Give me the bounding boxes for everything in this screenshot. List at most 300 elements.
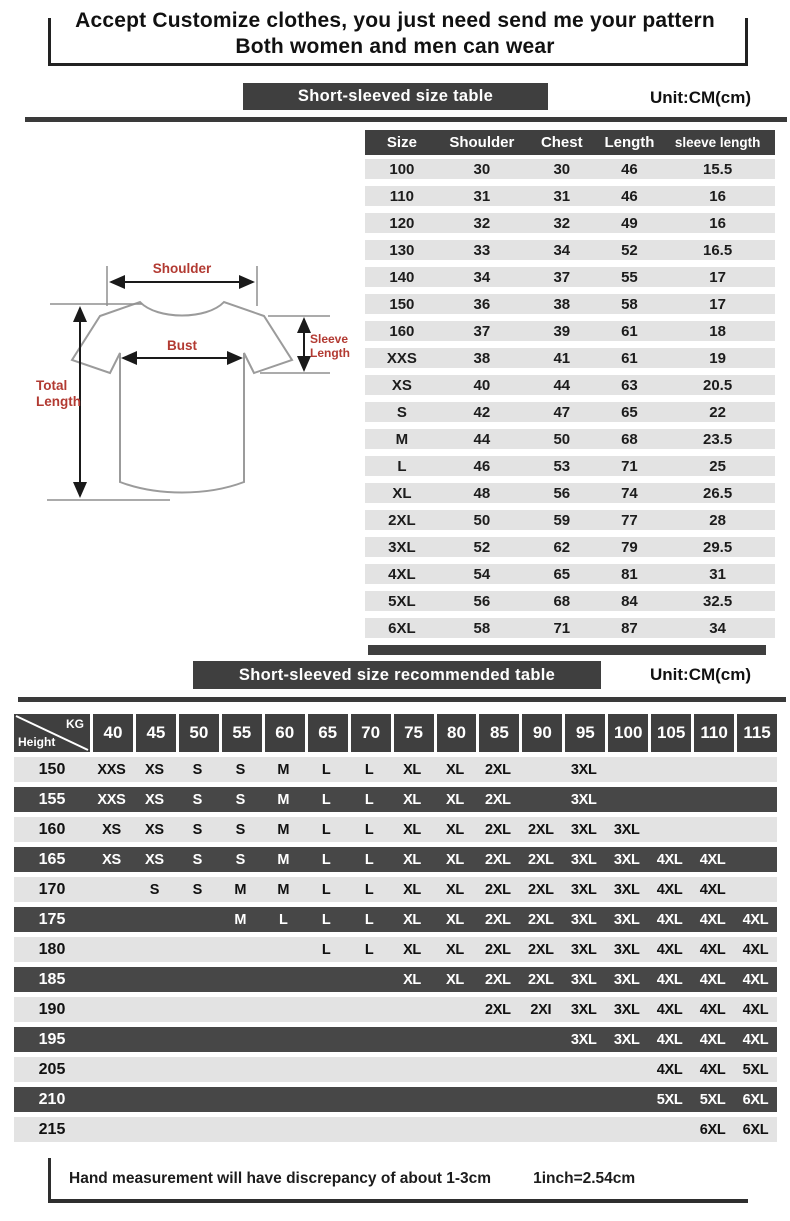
size-table-column-header: sleeve length bbox=[674, 135, 761, 150]
size-table-row bbox=[365, 483, 775, 503]
recommended-size-cell: 4XL bbox=[699, 881, 726, 898]
size-table-cell: 37 bbox=[473, 322, 491, 340]
recommended-size-cell: 6XL bbox=[742, 1091, 769, 1108]
recommended-table-row bbox=[14, 937, 777, 962]
recommended-size-cell: 3XL bbox=[570, 881, 597, 898]
size-table-cell: 16.5 bbox=[702, 241, 733, 259]
recommended-size-cell: XL bbox=[446, 941, 464, 958]
divider-rule-top bbox=[25, 117, 787, 122]
height-row-label: 185 bbox=[38, 970, 66, 988]
size-table-cell: 46 bbox=[621, 160, 638, 178]
recommended-size-cell: S bbox=[235, 761, 245, 778]
recommended-size-cell: L bbox=[364, 821, 374, 838]
recommended-table-header-row bbox=[14, 714, 777, 752]
size-table-cell: 63 bbox=[621, 376, 638, 394]
recommended-size-cell: 2XL bbox=[527, 881, 554, 898]
recommended-size-cell: XL bbox=[446, 791, 464, 808]
size-table-cell: 52 bbox=[473, 538, 491, 556]
size-table-cell: 56 bbox=[473, 592, 491, 610]
size-table-row bbox=[365, 564, 775, 584]
size-table-cell: S bbox=[396, 403, 407, 421]
recommended-size-cell: 3XL bbox=[613, 971, 640, 988]
size-table-cell: 31 bbox=[473, 187, 491, 205]
recommended-size-cell: 3XL bbox=[570, 1001, 597, 1018]
recommended-table-row bbox=[14, 1087, 777, 1112]
size-table-cell: 29.5 bbox=[702, 538, 733, 556]
size-table-cell: 46 bbox=[473, 457, 491, 475]
size-table-row bbox=[365, 213, 775, 233]
total-length-label-line1: Total bbox=[36, 378, 68, 393]
size-table-row bbox=[365, 591, 775, 611]
recommended-size-cell: S bbox=[149, 881, 160, 898]
recommended-table-unit-label: Unit:CM(cm) bbox=[650, 665, 752, 684]
recommended-size-cell: 2XL bbox=[527, 971, 554, 988]
recommended-size-cell: L bbox=[321, 851, 331, 868]
size-table-cell: 68 bbox=[553, 592, 571, 610]
recommended-size-table bbox=[14, 714, 777, 1147]
recommended-size-cell: XL bbox=[403, 761, 421, 778]
measurement-discrepancy-note: Hand measurement will have discrepancy of about 1-3cm bbox=[69, 1169, 492, 1187]
size-table-cell: 42 bbox=[473, 403, 491, 421]
height-row-label: 180 bbox=[38, 940, 66, 958]
size-table-cell: 38 bbox=[473, 349, 491, 367]
recommended-size-cell: M bbox=[234, 911, 247, 928]
recommended-size-cell: L bbox=[321, 941, 331, 958]
size-table-cell: 53 bbox=[553, 457, 571, 475]
size-table-cell: 71 bbox=[553, 619, 571, 637]
size-table-cell: 87 bbox=[621, 619, 638, 637]
size-table-cell: M bbox=[395, 430, 409, 448]
recommended-size-cell: XS bbox=[145, 821, 164, 838]
recommended-table-row bbox=[14, 1117, 777, 1142]
size-table-cell: 100 bbox=[389, 160, 415, 178]
size-table bbox=[365, 130, 775, 645]
weight-column-header: 115 bbox=[737, 714, 777, 752]
recommended-size-cell: 4XL bbox=[656, 1031, 683, 1048]
size-table-cell: 50 bbox=[553, 430, 571, 448]
size-table-row bbox=[365, 186, 775, 206]
size-table-cell: 16 bbox=[709, 214, 726, 232]
divider-rule-middle bbox=[18, 697, 786, 702]
weight-column-header: 85 bbox=[479, 714, 519, 752]
recommended-size-cell: L bbox=[321, 911, 331, 928]
size-table-cell: 79 bbox=[621, 538, 638, 556]
size-table-cell: 68 bbox=[621, 430, 638, 448]
recommended-size-cell: 3XL bbox=[570, 941, 597, 958]
size-table-row bbox=[365, 429, 775, 449]
recommended-size-cell: XL bbox=[403, 941, 421, 958]
recommended-size-cell: 2XL bbox=[485, 911, 511, 928]
size-table-cell: XL bbox=[392, 484, 412, 502]
recommended-table-row bbox=[14, 1027, 777, 1052]
height-row-label: 215 bbox=[38, 1120, 66, 1138]
size-table-cell: 15.5 bbox=[702, 160, 733, 178]
weight-column-header: 70 bbox=[351, 714, 391, 752]
recommended-size-cell: 2XL bbox=[527, 911, 554, 928]
size-table-cell: 28 bbox=[709, 511, 726, 529]
recommended-size-cell: 2XL bbox=[485, 821, 511, 838]
size-table-cell: 6XL bbox=[388, 619, 416, 637]
size-table-cell: 44 bbox=[553, 376, 571, 394]
recommended-size-cell: L bbox=[364, 791, 374, 808]
recommended-table-row bbox=[14, 817, 777, 842]
size-table-cell: 47 bbox=[553, 403, 571, 421]
recommended-size-cell: 2XL bbox=[485, 881, 511, 898]
height-row-label: 165 bbox=[38, 850, 66, 868]
recommended-table-row bbox=[14, 907, 777, 932]
recommended-size-cell: 4XL bbox=[742, 911, 769, 928]
size-table-row bbox=[365, 240, 775, 260]
size-table-row bbox=[365, 537, 775, 557]
recommended-size-cell: 3XL bbox=[570, 911, 597, 928]
recommended-size-cell: 4XL bbox=[742, 971, 769, 988]
recommended-table-row bbox=[14, 1057, 777, 1082]
size-table-column-header: Chest bbox=[540, 134, 583, 151]
corner-kg-label: KG bbox=[66, 717, 84, 731]
size-table-cell: 40 bbox=[473, 376, 491, 394]
size-table-column-header: Length bbox=[604, 134, 655, 151]
size-table-cell: 30 bbox=[553, 160, 571, 178]
tshirt-diagram-svg bbox=[22, 250, 357, 542]
size-table-cell: 65 bbox=[553, 565, 571, 583]
recommended-size-cell: 3XL bbox=[613, 881, 640, 898]
size-table-cell: 34 bbox=[709, 619, 726, 637]
recommended-size-cell: XL bbox=[446, 851, 464, 868]
height-row-label: 195 bbox=[38, 1030, 66, 1048]
size-table-cell: 140 bbox=[389, 268, 415, 286]
recommended-size-cell: 4XL bbox=[656, 1061, 683, 1078]
recommended-size-cell: XL bbox=[446, 881, 464, 898]
recommended-size-cell: 2XL bbox=[485, 791, 511, 808]
size-table-cell: 20.5 bbox=[702, 376, 733, 394]
size-table-cell: 61 bbox=[621, 322, 638, 340]
size-table-cell: 65 bbox=[621, 403, 638, 421]
weight-column-header: 105 bbox=[651, 714, 691, 752]
size-table-cell: 150 bbox=[389, 295, 415, 313]
recommended-size-cell: 3XL bbox=[570, 1031, 597, 1048]
size-table-bottom-bar bbox=[368, 645, 766, 655]
recommended-size-cell: L bbox=[278, 911, 288, 928]
recommended-size-cell: 6XL bbox=[699, 1121, 726, 1138]
size-table-cell: 2XL bbox=[388, 511, 416, 529]
height-row-label: 160 bbox=[38, 820, 66, 838]
height-row-label: 175 bbox=[38, 910, 66, 928]
size-table-cell: 59 bbox=[553, 511, 571, 529]
weight-column-header: 90 bbox=[522, 714, 562, 752]
recommended-size-cell: 3XL bbox=[613, 941, 640, 958]
size-table-row bbox=[365, 375, 775, 395]
size-table-row bbox=[365, 510, 775, 530]
size-table-cell: 26.5 bbox=[702, 484, 733, 502]
size-table-cell: 38 bbox=[553, 295, 571, 313]
recommended-size-cell: 3XL bbox=[613, 1031, 640, 1048]
height-row-label: 170 bbox=[38, 880, 66, 898]
size-table-cell: 23.5 bbox=[702, 430, 733, 448]
size-table-column-header: Shoulder bbox=[449, 134, 515, 151]
size-table-cell: 84 bbox=[621, 592, 638, 610]
height-row-label: 155 bbox=[38, 790, 66, 808]
size-table-row bbox=[365, 618, 775, 638]
recommended-size-cell: M bbox=[277, 881, 290, 898]
recommended-table-body bbox=[14, 757, 777, 1142]
recommended-size-cell: M bbox=[277, 761, 290, 778]
size-table-cell: 110 bbox=[389, 187, 414, 205]
recommended-size-cell: 3XL bbox=[570, 821, 597, 838]
size-table-banner: Short-sleeved size table bbox=[243, 83, 548, 110]
size-table-cell: 130 bbox=[389, 241, 415, 259]
recommended-size-cell: L bbox=[364, 761, 374, 778]
size-table-cell: 22 bbox=[709, 403, 726, 421]
page-title bbox=[0, 8, 790, 60]
recommended-size-cell: S bbox=[235, 791, 245, 808]
size-table-cell: 77 bbox=[621, 511, 638, 529]
recommended-size-cell: XL bbox=[446, 971, 464, 988]
recommended-size-cell: 2XL bbox=[527, 821, 554, 838]
recommended-size-cell: 2XL bbox=[485, 761, 511, 778]
recommended-table-row bbox=[14, 757, 777, 782]
size-table-cell: 32.5 bbox=[702, 592, 733, 610]
size-table-body bbox=[365, 159, 775, 638]
size-table-cell: 5XL bbox=[388, 592, 416, 610]
recommended-size-cell: XL bbox=[446, 761, 464, 778]
size-table-cell: 61 bbox=[621, 349, 638, 367]
size-table-cell: 49 bbox=[621, 214, 638, 232]
size-table-row bbox=[365, 321, 775, 341]
corner-height-label: Height bbox=[18, 735, 56, 749]
size-table-cell: 18 bbox=[709, 322, 726, 340]
size-table-cell: 37 bbox=[553, 268, 571, 286]
recommended-size-cell: L bbox=[321, 881, 331, 898]
size-table-cell: 74 bbox=[621, 484, 638, 502]
recommended-size-cell: 4XL bbox=[742, 1031, 769, 1048]
tshirt-measurement-diagram bbox=[22, 250, 357, 542]
size-table-row bbox=[365, 402, 775, 422]
size-table-cell: 3XL bbox=[388, 538, 416, 556]
recommended-table-row bbox=[14, 967, 777, 992]
size-table-cell: 34 bbox=[473, 268, 491, 286]
weight-column-header: 100 bbox=[608, 714, 648, 752]
sleeve-length-label-line2: Length bbox=[310, 346, 350, 360]
size-table-cell: 62 bbox=[553, 538, 571, 556]
weight-column-header: 110 bbox=[694, 714, 734, 752]
recommended-size-cell: 3XL bbox=[570, 791, 597, 808]
recommended-size-cell: 3XL bbox=[613, 851, 640, 868]
weight-column-header: 50 bbox=[179, 714, 219, 752]
weight-column-header: 95 bbox=[565, 714, 605, 752]
size-table-row bbox=[365, 267, 775, 287]
recommended-size-cell: 4XL bbox=[656, 1001, 683, 1018]
recommended-size-cell: 2XL bbox=[485, 851, 511, 868]
size-table-cell: 34 bbox=[553, 241, 571, 259]
recommended-size-cell: XL bbox=[403, 971, 421, 988]
size-table-cell: 19 bbox=[709, 349, 726, 367]
recommended-size-cell: S bbox=[235, 821, 245, 838]
size-table-cell: 71 bbox=[621, 457, 638, 475]
size-table-row bbox=[365, 348, 775, 368]
size-table-cell: 4XL bbox=[388, 565, 416, 583]
size-table-cell: 55 bbox=[621, 268, 638, 286]
weight-column-header: 45 bbox=[136, 714, 176, 752]
recommended-size-cell: 5XL bbox=[742, 1061, 769, 1078]
recommended-size-cell: 2XL bbox=[527, 941, 554, 958]
weight-column-header: 75 bbox=[394, 714, 434, 752]
recommended-size-cell: 3XL bbox=[613, 1001, 640, 1018]
size-table-cell: XXS bbox=[386, 349, 417, 367]
size-table-cell: 32 bbox=[473, 214, 491, 232]
size-table-cell: 39 bbox=[553, 322, 571, 340]
size-table-cell: 50 bbox=[473, 511, 491, 529]
recommended-table-row bbox=[14, 877, 777, 902]
size-table-row bbox=[365, 159, 775, 179]
recommended-size-cell: XL bbox=[403, 791, 421, 808]
height-kg-corner-cell bbox=[14, 714, 90, 752]
recommended-size-cell: L bbox=[321, 761, 331, 778]
height-row-label: 205 bbox=[38, 1060, 66, 1078]
size-table-cell: 17 bbox=[709, 295, 726, 313]
recommended-size-cell: 4XL bbox=[656, 911, 683, 928]
recommended-size-cell: XL bbox=[446, 911, 464, 928]
size-table-cell: 58 bbox=[473, 619, 491, 637]
recommended-table-row bbox=[14, 787, 777, 812]
inch-conversion-note: 1inch=2.54cm bbox=[533, 1169, 636, 1187]
size-table-row bbox=[365, 456, 775, 476]
size-table-cell: 48 bbox=[473, 484, 491, 502]
size-table-cell: 36 bbox=[473, 295, 491, 313]
size-table-cell: 30 bbox=[473, 160, 491, 178]
size-table-column-header: Size bbox=[386, 134, 417, 151]
recommended-size-cell: 2XL bbox=[527, 851, 554, 868]
recommended-size-cell: XXS bbox=[97, 791, 126, 808]
weight-column-header: 65 bbox=[308, 714, 348, 752]
size-table-cell: 31 bbox=[709, 565, 726, 583]
recommended-size-cell: XL bbox=[446, 821, 464, 838]
weight-column-header: 40 bbox=[93, 714, 133, 752]
recommended-size-cell: XL bbox=[403, 821, 421, 838]
recommended-size-cell: 4XL bbox=[742, 941, 769, 958]
recommended-size-cell: 4XL bbox=[699, 1031, 726, 1048]
size-table-cell: XS bbox=[391, 376, 412, 394]
recommended-size-cell: 2XI bbox=[530, 1001, 552, 1018]
height-row-label: 210 bbox=[38, 1090, 66, 1108]
recommended-table-row bbox=[14, 997, 777, 1022]
recommended-size-cell: 4XL bbox=[699, 1061, 726, 1078]
recommended-size-cell: XL bbox=[403, 911, 421, 928]
recommended-size-cell: 2XL bbox=[485, 971, 511, 988]
weight-column-header: 80 bbox=[437, 714, 477, 752]
recommended-size-cell: 2XL bbox=[485, 941, 511, 958]
size-table-cell: 31 bbox=[553, 187, 571, 205]
recommended-size-cell: L bbox=[364, 881, 374, 898]
recommended-size-cell: M bbox=[277, 821, 290, 838]
size-table-cell: 32 bbox=[553, 214, 571, 232]
size-table-cell: 160 bbox=[389, 322, 415, 340]
size-table-header-row bbox=[365, 130, 775, 155]
sleeve-length-label-line1: Sleeve bbox=[310, 332, 349, 346]
recommended-size-cell: 4XL bbox=[742, 1001, 769, 1018]
size-table-cell: L bbox=[397, 457, 407, 475]
recommended-size-cell: XS bbox=[102, 851, 121, 868]
recommended-table-row bbox=[14, 847, 777, 872]
recommended-size-cell: XL bbox=[403, 851, 421, 868]
recommended-size-cell: 4XL bbox=[699, 851, 726, 868]
recommended-size-cell: M bbox=[277, 851, 290, 868]
bust-label: Bust bbox=[167, 338, 197, 353]
recommended-size-cell: XXS bbox=[97, 761, 126, 778]
recommended-size-cell: L bbox=[321, 821, 331, 838]
recommended-size-cell: XS bbox=[145, 761, 164, 778]
height-row-label: 150 bbox=[38, 760, 66, 778]
height-row-label: 190 bbox=[38, 1000, 66, 1018]
recommended-size-cell: 6XL bbox=[742, 1121, 769, 1138]
size-table-cell: 25 bbox=[709, 457, 726, 475]
recommended-size-cell: 4XL bbox=[699, 1001, 726, 1018]
size-table-cell: 44 bbox=[473, 430, 491, 448]
recommended-size-cell: S bbox=[192, 881, 203, 898]
size-table-cell: 54 bbox=[473, 565, 491, 583]
recommended-size-cell: 5XL bbox=[699, 1091, 726, 1108]
total-length-label-line2: Length bbox=[36, 394, 81, 409]
recommended-size-cell: 3XL bbox=[570, 851, 597, 868]
recommended-size-cell: M bbox=[277, 791, 290, 808]
recommended-size-cell: XS bbox=[145, 791, 164, 808]
size-table-cell: 58 bbox=[621, 295, 638, 313]
recommended-size-cell: L bbox=[364, 911, 374, 928]
size-table-cell: 46 bbox=[621, 187, 638, 205]
recommended-size-cell: S bbox=[235, 851, 245, 868]
weight-column-header: 55 bbox=[222, 714, 262, 752]
recommended-size-cell: 4XL bbox=[699, 941, 726, 958]
recommended-size-cell: XS bbox=[145, 851, 164, 868]
recommended-size-cell: S bbox=[192, 821, 203, 838]
size-table-cell: 52 bbox=[621, 241, 638, 259]
recommended-size-cell: L bbox=[321, 791, 331, 808]
recommended-size-cell: 4XL bbox=[656, 851, 683, 868]
recommended-size-cell: 4XL bbox=[699, 971, 726, 988]
size-table-cell: 56 bbox=[553, 484, 571, 502]
recommended-size-cell: 4XL bbox=[656, 941, 683, 958]
recommended-size-cell: M bbox=[234, 881, 247, 898]
recommended-size-cell: S bbox=[192, 761, 203, 778]
recommended-size-cell: XS bbox=[102, 821, 121, 838]
size-table-cell: 17 bbox=[709, 268, 726, 286]
weight-column-header: 60 bbox=[265, 714, 305, 752]
recommended-size-cell: XL bbox=[403, 881, 421, 898]
recommended-size-cell: 4XL bbox=[656, 881, 683, 898]
page-title-line2: Both women and men can wear bbox=[235, 35, 555, 58]
recommended-size-cell: 2XL bbox=[485, 1001, 511, 1018]
recommended-table-banner: Short-sleeved size recommended table bbox=[193, 661, 601, 689]
tshirt-outline bbox=[72, 302, 292, 493]
page-title-line1: Accept Customize clothes, you just need send me your pattern bbox=[75, 9, 715, 32]
size-table-cell: 81 bbox=[621, 565, 638, 583]
recommended-size-cell: 5XL bbox=[656, 1091, 683, 1108]
recommended-size-cell: L bbox=[364, 851, 374, 868]
size-table-unit-label: Unit:CM(cm) bbox=[650, 88, 752, 107]
shoulder-label: Shoulder bbox=[152, 261, 212, 276]
recommended-size-cell: S bbox=[192, 791, 203, 808]
recommended-size-cell: 3XL bbox=[613, 911, 640, 928]
recommended-size-cell: 4XL bbox=[699, 911, 726, 928]
size-table-cell: 120 bbox=[389, 214, 415, 232]
recommended-size-cell: S bbox=[192, 851, 203, 868]
size-table-row bbox=[365, 294, 775, 314]
size-table-cell: 33 bbox=[473, 241, 491, 259]
recommended-size-cell: 3XL bbox=[570, 971, 597, 988]
recommended-size-cell: 3XL bbox=[613, 821, 640, 838]
footer-note-box bbox=[48, 1158, 748, 1203]
recommended-size-cell: 4XL bbox=[656, 971, 683, 988]
recommended-size-cell: L bbox=[364, 941, 374, 958]
